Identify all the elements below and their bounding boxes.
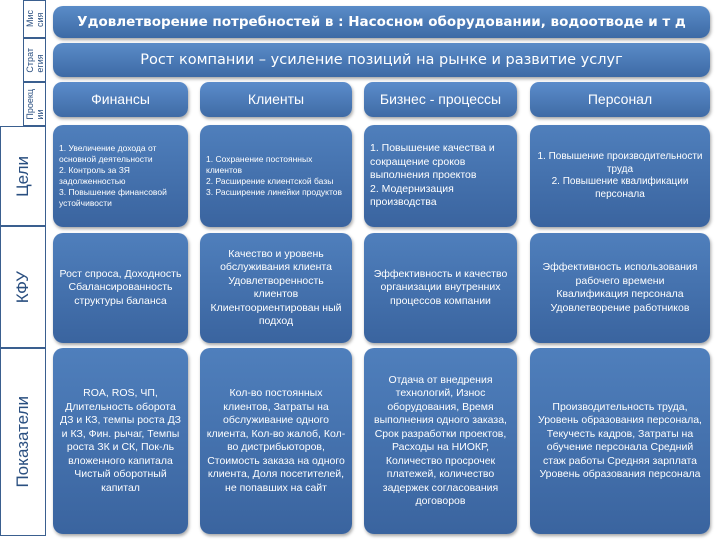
- column-header-clients: Клиенты: [200, 82, 352, 117]
- side-label-indicators: Показатели: [0, 348, 46, 536]
- side-label-mission-row: [0, 0, 46, 38]
- column-header-finance: Финансы: [53, 82, 188, 117]
- side-label-indicators-row: [0, 348, 46, 536]
- mission-banner: Удовлетворение потребностей в : Насосном оборудовании, водоотводе и т д: [53, 6, 710, 38]
- indicators-finance: ROA, ROS, ЧП, Длительность оборота ДЗ и КЗ, темпы роста ДЗ и КЗ, Фин. рычаг, Темпы роста ЗК и СК, Пок-ль вложенного капитала Чистый оборотный капитал: [53, 348, 188, 534]
- indicators-personnel: Производительность труда, Уровень образования персонала, Текучесть кадров, Затраты на обучение персонала Средний стаж работы Средняя зарплата Уровень образования персонала: [530, 348, 710, 534]
- side-label-processes-row: [0, 82, 46, 126]
- kfu-clients: Качество и уровень обслуживания клиента Удовлетворенность клиентов Клиентоориентирован ный подход: [200, 233, 352, 343]
- goal-business-processes: 1. Повышение качества и сокращение сроков выполнения проектов 2. Модернизация производства: [364, 125, 517, 227]
- side-label-goals: Цели: [0, 126, 46, 226]
- strategy-banner: Рост компании – усиление позиций на рынке и развитие услуг: [53, 43, 710, 77]
- indicators-business-processes: Отдача от внедрения технологий, Износ оборудования, Время выполнения одного заказа, Срок разработки проектов, Расходы на НИОКР, Количество просрочек платежей, количество задержек согласования договоров: [364, 348, 517, 534]
- side-label-strategy-row: [0, 38, 46, 82]
- side-label-goals-row: [0, 126, 46, 226]
- side-label-kfu-row: [0, 226, 46, 348]
- side-label-strategy: Страт егия: [23, 38, 46, 82]
- goal-personnel: 1. Повышение производительности труда 2. Повышение квалификации персонала: [530, 125, 710, 227]
- column-header-personnel: Персонал: [530, 82, 710, 117]
- goal-clients: 1. Сохранение постоянных клиентов 2. Расширение клиентской базы 3. Расширение линейки продуктов: [200, 125, 352, 227]
- kfu-finance: Рост спроса, Доходность Сбалансированность структуры баланса: [53, 233, 188, 343]
- column-header-business-processes: Бизнес - процессы: [364, 82, 517, 117]
- indicators-clients: Кол-во постоянных клиентов, Затраты на обслуживание одного клиента, Кол-во жалоб, Кол-во дистрибьюторов, Стоимость заказа на одного клиента, Доля посетителей, не попавших на сайт: [200, 348, 352, 534]
- side-label-kfu: КФУ: [0, 226, 46, 348]
- kfu-personnel: Эффективность использования рабочего времени Квалификация персонала Удовлетворение работников: [530, 233, 710, 343]
- side-label-mission: Мис сия: [23, 0, 46, 38]
- kfu-business-processes: Эффективность и качество организации внутренних процессов компании: [364, 233, 517, 343]
- goal-finance: 1. Увеличение дохода от основной деятельности 2. Контроль за ЗЯ задолженностью 3. Повышение финансовой устойчивости: [53, 125, 188, 227]
- side-label-processes: Проекц ии: [23, 82, 46, 126]
